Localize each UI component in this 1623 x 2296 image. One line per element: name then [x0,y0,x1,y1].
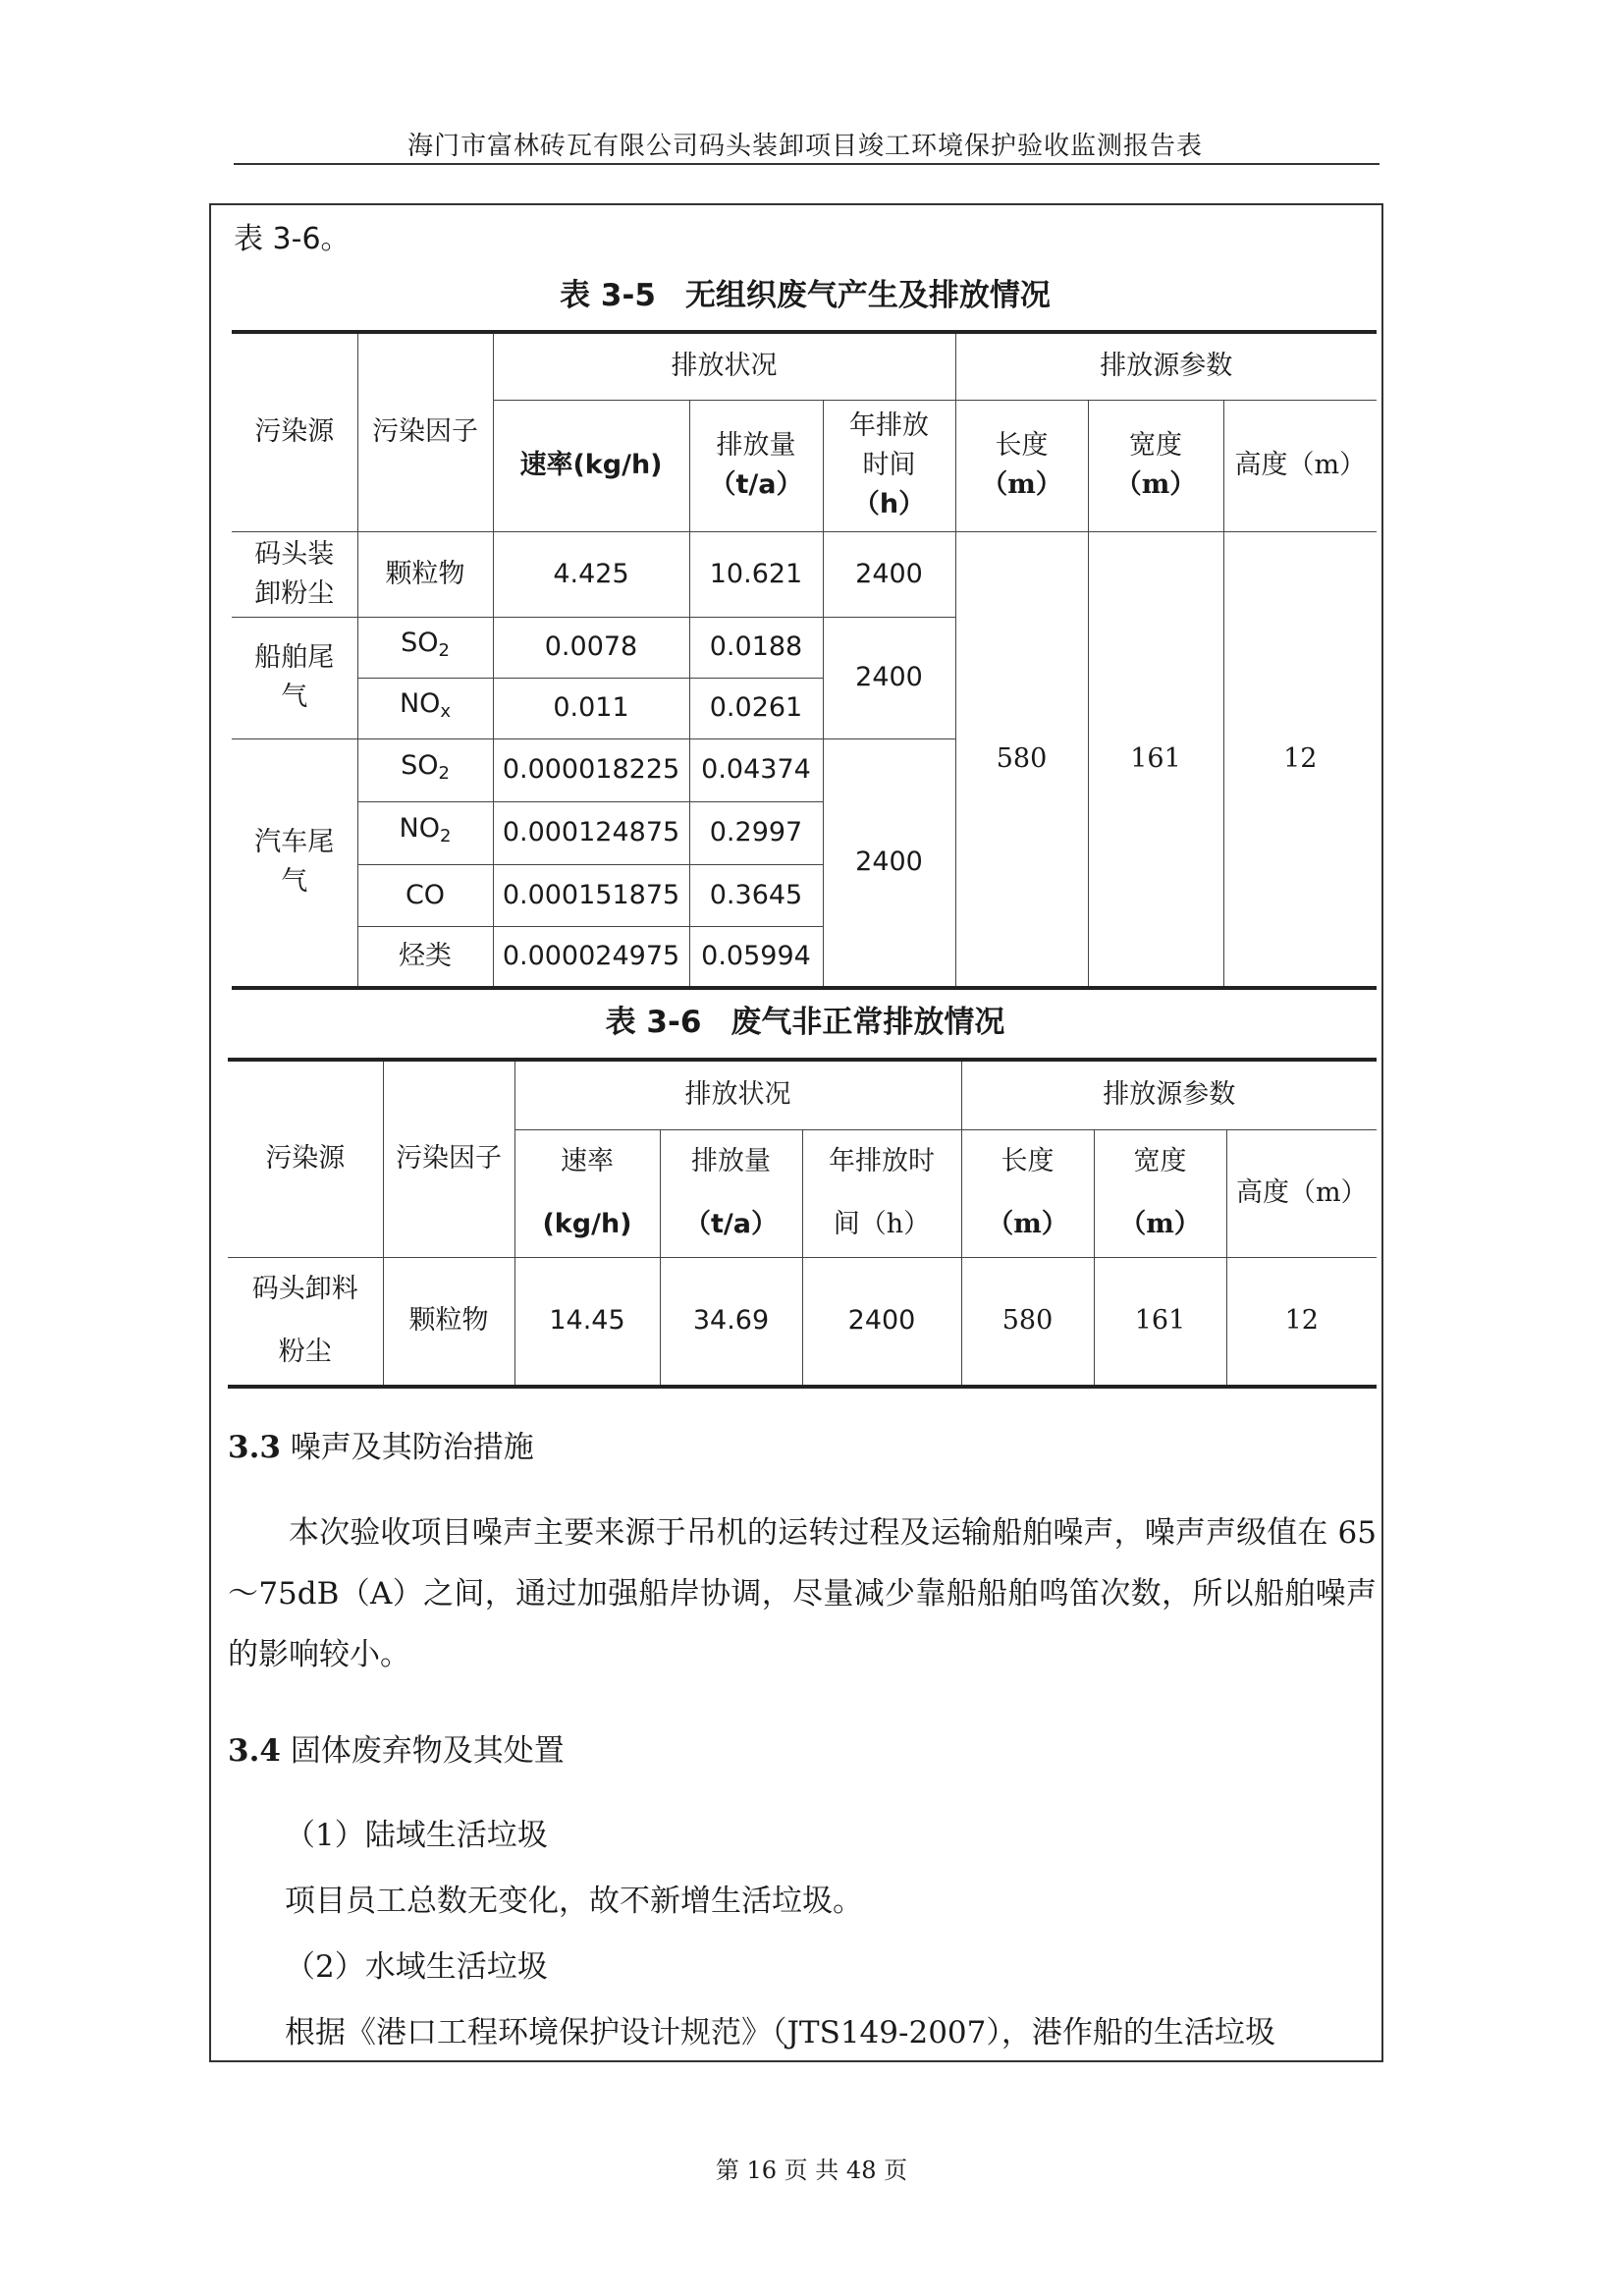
source-dock-unloading-dust: 码头卸料 粉尘 [228,1257,383,1387]
rate-cell: 14.45 [514,1257,660,1387]
header-annual-time: 年排放时 间（h） [802,1129,961,1257]
item-1-heading: （1）陆域生活垃圾 [285,1818,548,1853]
amount-cell: 10.621 [689,531,823,617]
rate-cell: 0.0078 [493,617,689,678]
header-source-params: 排放源参数 [955,332,1377,400]
rate-cell: 4.425 [493,531,689,617]
header-factor: 污染因子 [383,1060,514,1257]
rate-cell: 0.000151875 [493,864,689,926]
header-rate: 速率(kg/h) [493,400,689,531]
height-cell: 12 [1223,531,1377,988]
source-ship-exhaust: 船舶尾 气 [232,617,357,738]
item-2-heading: （2）水域生活垃圾 [285,1949,548,1985]
header-emission-status: 排放状况 [493,332,955,400]
factor-so2: $SO_2$ [357,617,493,678]
table-3-6 [228,1058,1377,1389]
header-source-params: 排放源参数 [961,1060,1377,1129]
time-cell: 2400 [823,617,955,738]
length-cell: 580 [961,1257,1094,1387]
header-emission-status: 排放状况 [514,1060,961,1129]
table-3-5-title: 无组织废气产生及排放情况 [684,278,1051,313]
section-number: 3.4 [228,1733,281,1769]
amount-cell: 34.69 [660,1257,802,1387]
table-3-6-number: 表 3-6 [605,1005,702,1040]
section-3-3-heading [228,1422,534,1466]
item-2-text: 根据《港口工程环境保护设计规范》（JTS149-2007），港作船的生活垃圾 [285,2015,1275,2050]
amount-cell: 0.05994 [689,926,823,988]
amount-cell: 0.3645 [689,864,823,926]
rate-cell: 0.000018225 [493,738,689,801]
header-height: 高度（m） [1223,400,1377,531]
amount-cell: 0.04374 [689,738,823,801]
length-cell: 580 [955,531,1088,988]
table-3-6-title: 废气非正常排放情况 [730,1005,1005,1040]
header-height: 高度（m） [1226,1129,1377,1257]
header-width: 宽度 （m） [1094,1129,1226,1257]
header-factor: 污染因子 [357,332,493,531]
table-3-5-caption [236,270,1375,314]
section-title: 噪声及其防治措施 [290,1430,534,1465]
factor-particulate: 颗粒物 [357,531,493,617]
header-rule [234,163,1380,165]
table-3-5-number: 表 3-5 [560,278,656,313]
source-dock-dust: 码头装 卸粉尘 [232,531,357,617]
rate-cell: 0.011 [493,678,689,738]
section-3-3-paragraph: 本次验收项目噪声主要来源于吊机的运转过程及运输船舶噪声，噪声声级值在 65～75dB（A）之间，通过加强船岸协调，尽量减少靠船船舶鸣笛次数，所以船舶噪声的影响较小。 [228,1515,1377,1672]
time-cell: 2400 [823,531,955,617]
factor-particulate: 颗粒物 [383,1257,514,1387]
source-vehicle-exhaust: 汽车尾 气 [232,738,357,988]
header-amount: 排放量 （t/a） [689,400,823,531]
amount-cell: 0.0188 [689,617,823,678]
amount-cell: 0.2997 [689,801,823,864]
width-cell: 161 [1094,1257,1226,1387]
factor-nox: $NO_x$ [357,678,493,738]
height-cell: 12 [1226,1257,1377,1387]
time-cell: 2400 [802,1257,961,1387]
header-source: 污染源 [228,1060,383,1257]
header-rate: 速率 (kg/h) [514,1129,660,1257]
header-amount: 排放量 （t/a） [660,1129,802,1257]
factor-so2: $SO_2$ [357,738,493,801]
factor-co: CO [357,864,493,926]
page-header: 海门市富林砖瓦有限公司码头装卸项目竣工环境保护验收监测报告表 [406,132,1203,161]
rate-cell: 0.000124875 [493,801,689,864]
header-annual-time: 年排放 时间 （h） [823,400,955,531]
width-cell: 161 [1088,531,1223,988]
item-1-text: 项目员工总数无变化，故不新增生活垃圾。 [285,1884,863,1919]
amount-cell: 0.0261 [689,678,823,738]
intro-text: 表 3-6。 [234,222,351,256]
section-number: 3.3 [228,1430,281,1465]
header-length: 长度 （m） [955,400,1088,531]
factor-no2: $NO_2$ [357,801,493,864]
section-3-4-heading [228,1725,565,1770]
header-length: 长度 （m） [961,1129,1094,1257]
header-width: 宽度 （m） [1088,400,1223,531]
page-footer: 第 16 页 共 48 页 [715,2157,908,2184]
table-3-6-caption [236,997,1375,1041]
rate-cell: 0.000024975 [493,926,689,988]
section-title: 固体废弃物及其处置 [290,1733,565,1769]
factor-hydrocarbons: 烃类 [357,926,493,988]
table-3-5 [232,330,1377,990]
header-source: 污染源 [232,332,357,531]
time-cell: 2400 [823,738,955,988]
